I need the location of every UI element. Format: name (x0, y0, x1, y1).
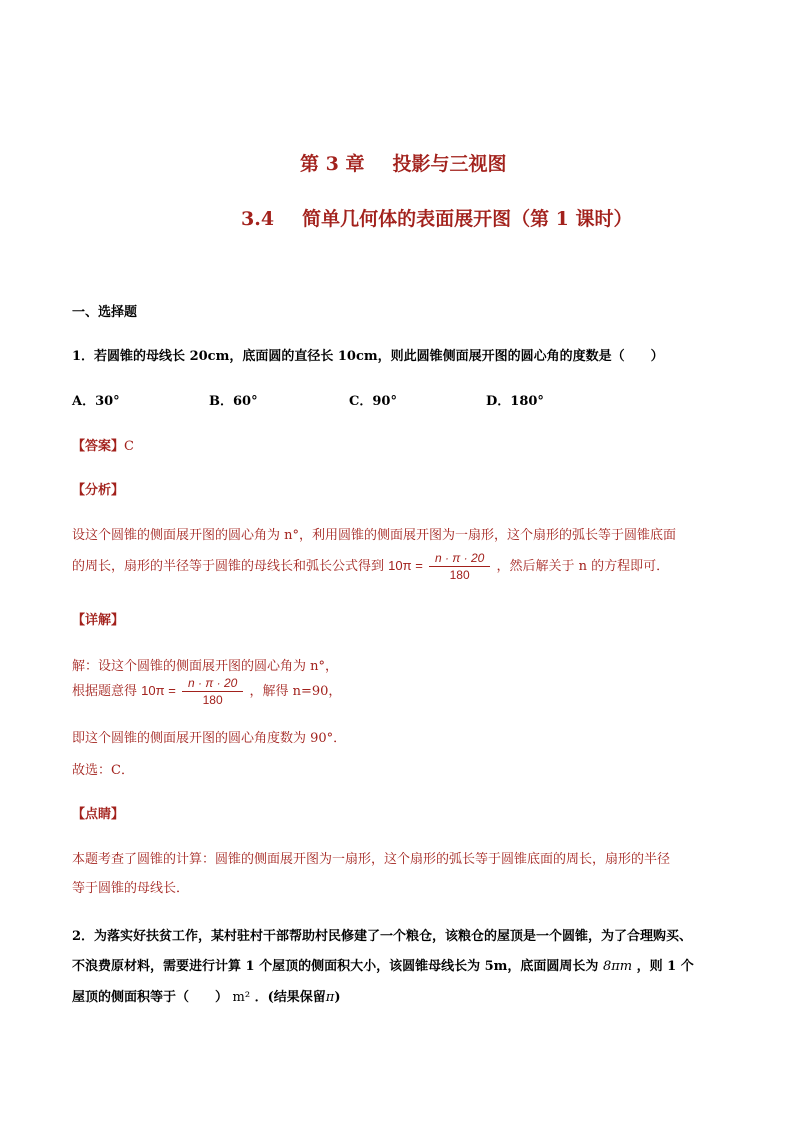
answer-line (72, 435, 134, 454)
detail-line-2 (72, 676, 341, 707)
answer-value: C (124, 439, 134, 454)
detail-line-4: 故选：C． (72, 763, 134, 778)
analysis-line-1: 设这个圆锥的侧面展开图的圆心角为 n°，利用圆锥的侧面展开图为一扇形，这个扇形的弧长等于圆锥底面 (72, 528, 677, 543)
analysis-line-2 (72, 551, 669, 582)
formula-lhs: 10π = (388, 558, 423, 573)
question-2-line-2-end: ，则 1 个 (636, 959, 694, 974)
q1-option-d: D．180° (486, 394, 544, 409)
chapter-heading (300, 149, 506, 176)
detail-line-3: 即这个圆锥的侧面展开图的圆心角度数为 90°． (72, 731, 347, 746)
question-2-line-3-text: 屋顶的侧面积等于（ ） (72, 990, 229, 1005)
question-2-line-2-text: 不浪费原材料，需要进行计算 1 个屋顶的侧面积大小，该圆锥母线长为 5m，底面圆周长为 (72, 959, 599, 974)
comment-line-1: 本题考查了圆锥的计算：圆锥的侧面展开图为一扇形，这个扇形的弧长等于圆锥底面的周长，扇形的半径 (72, 852, 671, 867)
q1-option-b: B．60° (209, 394, 258, 409)
section-title: 简单几何体的表面展开图（第 1 课时） (302, 208, 633, 230)
detail-formula-lhs: 10π = (141, 683, 176, 698)
detail-line-1: 解：设这个圆锥的侧面展开图的圆心角为 n°， (72, 659, 339, 674)
comment-line-2: 等于圆锥的母线长． (72, 881, 190, 896)
detail-formula-denominator: 180 (202, 693, 223, 707)
detail-label: 【详解】 (72, 613, 125, 628)
q1-option-c: C．90° (349, 394, 397, 409)
question-2-line-3-end: ) (334, 990, 341, 1005)
chapter-number: 第 3 章 (300, 153, 365, 175)
area-unit: m² (232, 990, 251, 1005)
formula-denominator: 180 (449, 568, 470, 582)
question-type-heading: 一、选择题 (72, 305, 138, 320)
formula-numerator: n · π · 20 (429, 551, 490, 567)
analysis-line-2-text: 的周长，扇形的半径等于圆锥的母线长和弧长公式得到 (72, 559, 385, 574)
answer-label: 【答案】 (72, 439, 125, 454)
section-number: 3.4 (241, 208, 275, 230)
detail-line-2-text: 根据题意得 (72, 684, 138, 699)
detail-formula-numerator: n · π · 20 (182, 676, 243, 692)
comment-label: 【点睛】 (72, 807, 125, 822)
analysis-line-2-end: ，然后解关于 n 的方程即可． (496, 559, 670, 574)
question-2-line-1: 2．为落实好扶贫工作，某村驻村干部帮助村民修建了一个粮仓，该粮仓的屋顶是一个圆锥，为了合理购买、 (72, 929, 693, 944)
detail-line-2-end: ，解得 n=90， (249, 684, 342, 699)
q1-option-a: A．30° (72, 394, 120, 409)
question-1-stem: 1．若圆锥的母线长 20cm，底面圆的直径长 10cm，则此圆锥侧面展开图的圆心角的度数是（ ） (72, 349, 664, 364)
section-heading (241, 204, 633, 231)
chapter-title: 投影与三视图 (392, 153, 507, 175)
perimeter-math: 8πm (602, 959, 633, 974)
analysis-label: 【分析】 (72, 483, 125, 498)
detail-formula-fraction (182, 676, 243, 707)
formula-fraction (429, 551, 490, 582)
pi-symbol: π (325, 990, 335, 1005)
question-2-line-3-mid: ．(结果保留 (254, 990, 326, 1005)
question-2-line-2 (72, 955, 694, 974)
question-2-line-3 (72, 986, 340, 1005)
